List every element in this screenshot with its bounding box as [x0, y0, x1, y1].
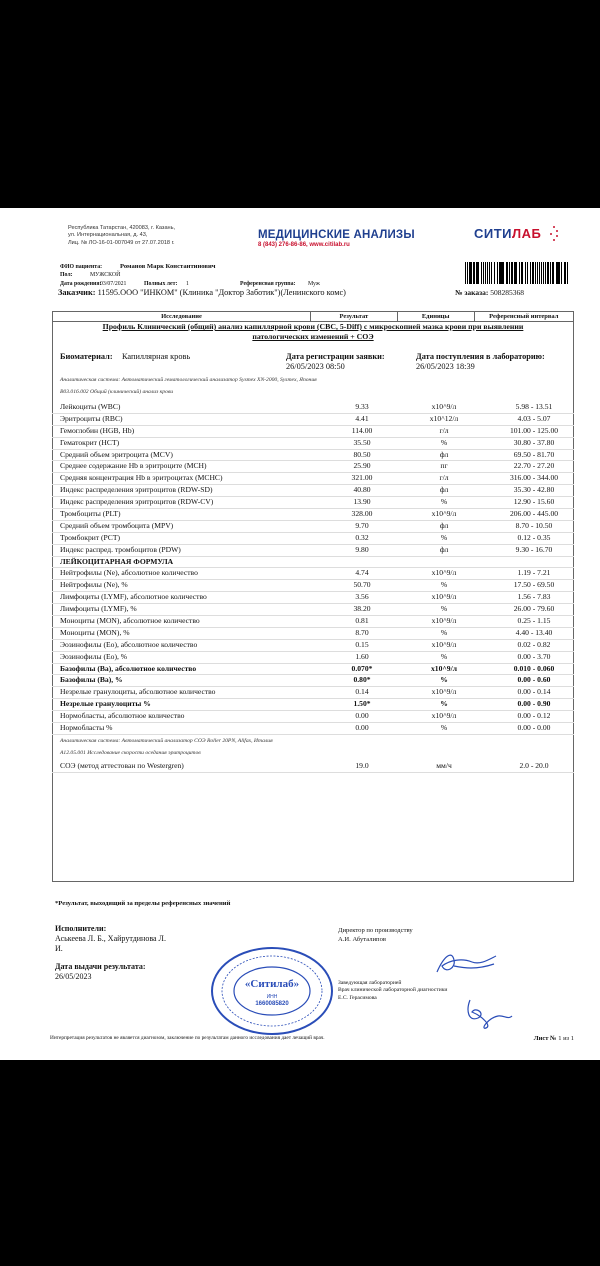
order-number: № заказа: 508285368	[455, 288, 525, 297]
director-signature-icon	[432, 946, 502, 980]
biomaterial-line: Биоматериал: Капиллярная кровь Дата регистрации заявки: 26/05/2023 08:50 Дата поступления в лабораторию: 26/05/2023 18:39	[60, 352, 545, 371]
patient-sex: МУЖСКОЙ	[90, 272, 121, 279]
barcode	[465, 262, 570, 284]
patient-birthdate: 03/07/2021	[100, 280, 127, 287]
barcode-bar	[564, 262, 566, 284]
table-row: Тромбокрит (PCT) 0.32 % 0.12 - 0.35	[52, 533, 574, 545]
disclaimer: Интерпретация результатов не является диагнозом, заключение по результатам данного исследования дает лечащий врач.	[50, 1035, 325, 1041]
col-test: Исследование	[53, 312, 311, 322]
barcode-bar	[470, 262, 471, 284]
barcode-bar	[541, 262, 542, 284]
barcode-bar	[511, 262, 513, 284]
barcode-bar	[481, 262, 482, 284]
col-units: Единицы	[397, 312, 474, 322]
barcode-bar	[525, 262, 527, 284]
section-header: ЛЕЙКОЦИТАРНАЯ ФОРМУЛА	[52, 557, 574, 569]
service-code-note: B03.016.002 Общий (клинический) анализ крови	[60, 389, 174, 395]
lab-head-block: Заведующая лабораторией Врач клинической лабораторной диагностики Е.С. Герасимова	[338, 980, 448, 1001]
analyzer-note: Аналитическая система: Автоматический гематологический анализатор Sysmex XN-2000, Sysmex, Япония	[60, 377, 317, 383]
table-row: Средняя концентрация Hb в эритроцитах (MCHC) 321.00 г/л 316.00 - 344.00	[52, 473, 574, 485]
barcode-bar	[477, 262, 479, 284]
brand-title: МЕДИЦИНСКИЕ АНАЛИЗЫ	[258, 229, 415, 241]
table-row: Индекс распред. тромбоцитов (PDW) 9.80 фл 9.30 - 16.70	[52, 545, 574, 557]
barcode-bar	[514, 262, 516, 284]
table-row: Эритроциты (RBC) 4.41 х10^12/л 4.03 - 5.07	[52, 414, 574, 426]
table-row: Эозинофилы (Eo), % 1.60 % 0.00 - 3.70	[52, 652, 574, 664]
registration-date: 26/05/2023 08:50	[286, 362, 345, 371]
lab-address: Республика Татарстан, 420083, г. Казань, ул. Интернациональная, д. 43, Лиц. № ЛО-16-01-007049 от 27.07.2018 г.	[68, 225, 176, 246]
table-row: Нормобласты, абсолютное количество 0.00 х10^9/л 0.00 - 0.12	[52, 711, 574, 723]
svg-text:ИНН: ИНН	[266, 994, 278, 1000]
barcode-bar	[519, 262, 521, 284]
sheet-number: Лист № 1 из 1	[533, 1035, 574, 1042]
table-row: Нейтрофилы (Ne), абсолютное количество 4.74 х10^9/л 1.19 - 7.21	[52, 568, 574, 580]
executors-block: Исполнители: Аськеева Л. Б., Хайрутдинова Л. И. Дата выдачи результата: 26/05/2023	[55, 924, 166, 981]
customer-name: 11595.ООО "ИНКОМ" (Клиника "Доктор Заботик")(Ленинского комс)	[97, 288, 346, 297]
barcode-bar	[527, 262, 528, 284]
barcode-bar	[558, 262, 559, 284]
patient-age: 1	[186, 280, 189, 287]
page-footer	[50, 1035, 580, 1041]
barcode-bar	[530, 262, 531, 284]
col-result: Результат	[310, 312, 397, 322]
profile-title: Профиль Клинический (общий) анализ капиллярной крови (CBC, 5-Diff) с микроскопией мазка крови при выявлении патологических изменений + СОЭ	[102, 322, 524, 341]
barcode-bar	[487, 262, 488, 284]
patient-info: ФИО пациента: Романов Марк Константинович Пол: МУЖСКОЙ Дата рождения: 03/07/2021 Полных лет: 1 Референсная группа: Муж	[60, 263, 320, 287]
director-block: Директор по производству А.И. Абуталипов	[338, 927, 413, 943]
table-row: Индекс распределения эритроцитов (RDW-SD) 40.80 фл 35.30 - 42.80	[52, 485, 574, 497]
barcode-bar	[483, 262, 485, 284]
received-date: 26/05/2023 18:39	[416, 362, 475, 371]
esr-code-note: A12.05.001 Исследование скорости оседания эритроцитов	[60, 750, 201, 756]
table-row: Моноциты (MON), абсолютное количество 0.81 х10^9/л 0.25 - 1.15	[52, 616, 574, 628]
barcode-bar	[561, 262, 562, 284]
lab-head-signature-icon	[462, 996, 514, 1030]
barcode-bar	[502, 262, 504, 284]
barcode-bar	[516, 262, 517, 284]
table-row: Моноциты (MON), % 8.70 % 4.40 - 13.40	[52, 628, 574, 640]
barcode-bar	[485, 262, 486, 284]
barcode-bar	[521, 262, 523, 284]
table-row: Гемоглобин (HGB, Hb) 114.00 г/л 101.00 - 125.00	[52, 426, 574, 438]
brand-contacts: 8 (843) 276-86-86, www.citilab.ru	[258, 242, 350, 248]
barcode-bar	[500, 262, 501, 284]
esr-row-wrap	[52, 761, 574, 773]
barcode-bar	[497, 262, 498, 284]
barcode-bar	[552, 262, 554, 284]
svg-text:«Ситилаб»: «Ситилаб»	[244, 978, 300, 990]
table-row: Нейтрофилы (Ne), % 50.70 % 17.50 - 69.50	[52, 580, 574, 592]
biomaterial: Капиллярная кровь	[122, 352, 191, 361]
barcode-bar	[467, 262, 468, 284]
results-rows	[52, 402, 574, 735]
logo-dots-icon	[550, 224, 558, 244]
barcode-bar	[550, 262, 551, 284]
barcode-bar	[556, 262, 558, 284]
table-row: Базофилы (Ba), % 0.80* % 0.00 - 0.60	[52, 675, 574, 687]
table-row: Тромбоциты (PLT) 328.00 х10^9/л 206.00 - 445.00	[52, 509, 574, 521]
table-row: Средний объем тромбоцита (MPV) 9.70 фл 8.70 - 10.50	[52, 521, 574, 533]
barcode-bar	[543, 262, 544, 284]
barcode-bar	[465, 262, 466, 284]
lab-stamp-icon	[207, 945, 337, 1037]
barcode-bar	[545, 262, 546, 284]
table-row: Индекс распределения эритроцитов (RDW-CV) 13.90 % 12.90 - 15.60	[52, 497, 574, 509]
svg-text:1660085820: 1660085820	[255, 1001, 289, 1007]
barcode-bar	[494, 262, 496, 284]
table-row: Лимфоциты (LYMF), абсолютное количество 3.56 х10^9/л 1.56 - 7.83	[52, 592, 574, 604]
barcode-bar	[473, 262, 475, 284]
table-row: Среднее содержание Hb в эритроците (MCH) 25.90 пг 22.70 - 27.20	[52, 461, 574, 473]
citilab-logo: СИТИЛАБ	[474, 226, 542, 241]
patient-name: Романов Марк Константинович	[120, 263, 216, 270]
barcode-bar	[532, 262, 534, 284]
table-row: Гематокрит (HCT) 35.50 % 30.80 - 37.80	[52, 438, 574, 450]
table-row: Лейкоциты (WBC) 9.33 х10^9/л 5.98 - 13.51	[52, 402, 574, 414]
lab-report-page	[0, 208, 600, 1060]
brand-block	[258, 229, 415, 248]
barcode-bar	[567, 262, 568, 284]
table-row: Средний объем эритроцита (MCV) 80.50 фл 69.50 - 81.70	[52, 450, 574, 462]
table-row: Незрелые гранулоциты % 1.50* % 0.00 - 0.90	[52, 699, 574, 711]
barcode-bar	[535, 262, 537, 284]
table-row: Базофилы (Ba), абсолютное количество 0.070* х10^9/л 0.010 - 0.060	[52, 664, 574, 676]
customer-line: Заказчик: 11595.ООО "ИНКОМ" (Клиника "Доктор Заботик")(Ленинского комс)	[58, 288, 346, 297]
barcode-bar	[509, 262, 510, 284]
table-row: Нормобласты % 0.00 % 0.00 - 0.00	[52, 723, 574, 735]
table-row: Незрелые гранулоциты, абсолютное количество 0.14 х10^9/л 0.00 - 0.14	[52, 687, 574, 699]
table-row: Лимфоциты (LYMF), % 38.20 % 26.00 - 79.60	[52, 604, 574, 616]
asterisk-note: *Результат, выходящий за пределы референсных значений	[55, 900, 231, 907]
report-header	[0, 208, 600, 268]
col-reference: Референсный интервал	[474, 312, 573, 322]
barcode-bar	[506, 262, 508, 284]
table-row: Эозинофилы (Eo), абсолютное количество 0.15 х10^9/л 0.02 - 0.82	[52, 640, 574, 652]
barcode-bar	[539, 262, 541, 284]
table-row: СОЭ (метод аттестован по Westergren) 19.0 мм/ч 2.0 - 20.0	[52, 761, 574, 773]
barcode-bar	[491, 262, 492, 284]
barcode-bar	[547, 262, 548, 284]
esr-analyzer-note: Аналитическая система: Автоматический анализатор СОЭ Roller 20PN, Alifax, Италия	[60, 738, 273, 744]
reference-group: Муж	[308, 280, 320, 287]
issue-date: 26/05/2023	[55, 972, 92, 981]
